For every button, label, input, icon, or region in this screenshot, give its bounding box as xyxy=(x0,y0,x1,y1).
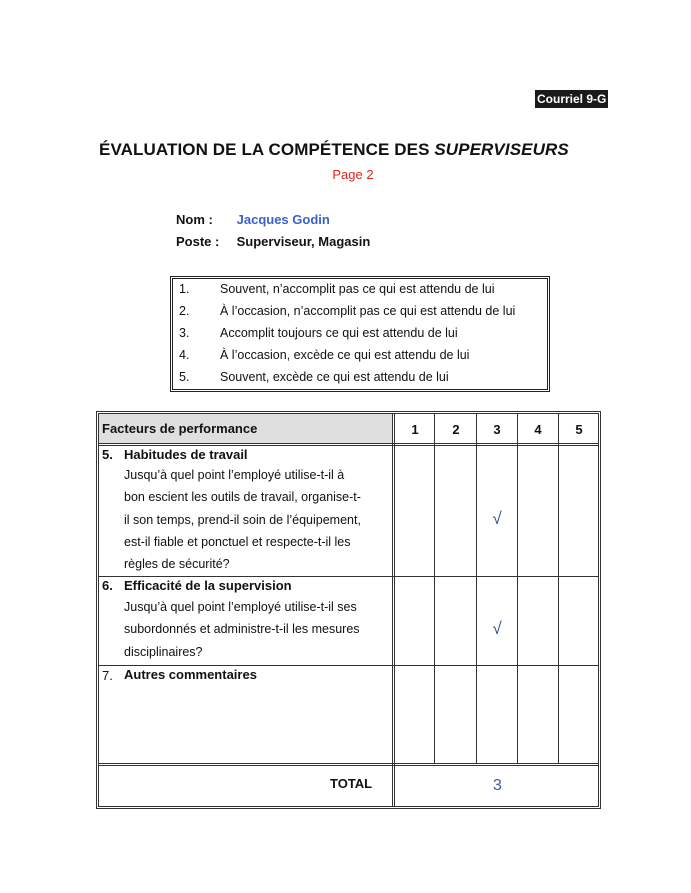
table-rule xyxy=(98,576,599,577)
description-line: règles de sécurité? xyxy=(124,557,230,572)
table-rule xyxy=(392,413,393,806)
total-label: TOTAL xyxy=(330,776,373,791)
description-line: subordonnés et administre-t-il les mesures xyxy=(124,622,360,637)
employee-name: Jacques Godin xyxy=(236,212,330,227)
column-header-factors: Facteurs de performance xyxy=(102,421,258,436)
employee-position: Superviseur, Magasin xyxy=(236,234,371,249)
column-header-5: 5 xyxy=(575,422,583,437)
column-header-2: 2 xyxy=(452,422,460,437)
check-mark-icon: √ xyxy=(492,619,502,638)
table-border xyxy=(98,413,599,414)
description-line: Jusqu’à quel point l’employé utilise-t-il à xyxy=(124,468,345,482)
table-rule xyxy=(98,443,599,444)
scale-text: Souvent, excède ce qui est attendu de lui xyxy=(220,370,449,384)
name-label: Nom : xyxy=(176,212,213,227)
scale-number: 1. xyxy=(179,282,190,296)
scale-number: 2. xyxy=(179,304,190,318)
table-border xyxy=(98,413,99,807)
table-border xyxy=(600,411,601,809)
page-title xyxy=(99,140,569,160)
total-value: 3 xyxy=(493,777,502,794)
description-line: Jusqu’à quel point l’employé utilise-t-il ses xyxy=(124,600,357,614)
scale-text: À l’occasion, n’accomplit pas ce qui est attendu de lui xyxy=(220,304,516,318)
column-header-4: 4 xyxy=(534,422,542,437)
page-number: Page 2 xyxy=(332,167,374,182)
description-line: il son temps, prend-il soin de l’équipement, xyxy=(124,512,361,527)
table-border xyxy=(96,411,97,809)
description-line: est-il fiable et ponctuel et respecte-t-il les xyxy=(124,534,351,549)
scale-number: 5. xyxy=(179,370,190,384)
employee-position-row xyxy=(176,234,370,249)
table-rule xyxy=(558,413,559,764)
column-header-1: 1 xyxy=(411,422,419,437)
check-mark-icon: √ xyxy=(492,509,502,528)
table-border xyxy=(96,808,601,809)
position-label: Poste : xyxy=(176,234,220,249)
table-border xyxy=(98,806,599,807)
table-border xyxy=(96,411,601,412)
row-title: Autres commentaires xyxy=(124,667,257,682)
scale-text: À l’occasion, excède ce qui est attendu de lui xyxy=(220,348,470,362)
row-title: Habitudes de travail xyxy=(124,447,248,462)
row-number: 5. xyxy=(102,447,113,462)
description-line: bon escient les outils de travail, organise-t- xyxy=(124,490,361,505)
scale-number: 3. xyxy=(179,326,190,340)
column-header-3: 3 xyxy=(493,422,501,437)
row-title: Efficacité de la supervision xyxy=(124,578,292,593)
title-main: ÉVALUATION DE LA COMPÉTENCE DES xyxy=(99,140,435,159)
scale-number: 4. xyxy=(179,348,190,362)
table-rule xyxy=(98,445,599,446)
rating-scale-legend xyxy=(170,276,550,392)
description-line: disciplinaires? xyxy=(124,644,203,659)
document-tag: Courriel 9-G xyxy=(537,92,607,106)
table-rule xyxy=(434,413,435,764)
row-number: 6. xyxy=(102,578,113,593)
scale-text: Accomplit toujours ce qui est attendu de lui xyxy=(220,326,458,340)
table-rule xyxy=(394,413,395,806)
table-rule xyxy=(476,413,477,764)
scale-text: Souvent, n’accomplit pas ce qui est attendu de lui xyxy=(220,282,495,296)
table-rule xyxy=(98,765,599,766)
title-italic: SUPERVISEURS xyxy=(434,140,569,159)
table-rule xyxy=(98,665,599,666)
row-description xyxy=(124,596,373,663)
employee-name-row xyxy=(176,212,330,227)
table-rule xyxy=(517,413,518,764)
row-description xyxy=(124,464,373,575)
row-number: 7. xyxy=(102,668,113,683)
table-border xyxy=(598,413,599,807)
table-rule xyxy=(98,763,599,764)
